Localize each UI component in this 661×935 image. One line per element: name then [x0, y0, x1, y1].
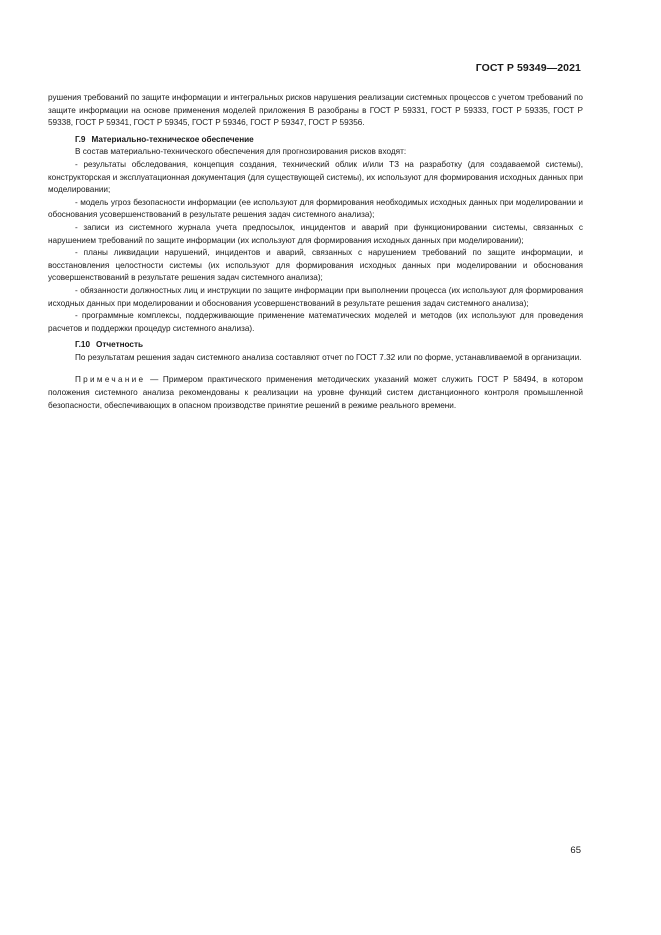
section-g9-item: - модель угроз безопасности информации (ее используют для формирования необходимых исходных данных при моделировании и обоснования усовершенствований в результате решения задач системного анализа); — [48, 197, 583, 220]
note-label: Примечание — [75, 375, 146, 385]
section-g9-item: - программные комплексы, поддерживающие применение математических моделей и методов (их используют для проведения расчетов и поддержки процедур системного анализа). — [48, 311, 583, 333]
section-g10-paragraph: По результатам решения задач системного анализа составляют отчет по ГОСТ 7.32 или по форме, устанавливаемой в организации. — [75, 352, 582, 362]
section-g10-heading — [48, 339, 583, 352]
section-g9-item: - результаты обследования, концепция создания, технический облик и/или ТЗ на разработку (для создаваемой системы), конструкторская и эксплуатационная документация (для существующей системы), их используют для формирования исходных данных при моделировании; — [48, 159, 583, 195]
section-g9-item: - записи из системного журнала учета предпосылок, инцидентов и аварий при функционировании системы, связанных с нарушением требований по защите информации (их используют для формирования исходных данных при моделировании); — [48, 222, 583, 245]
section-g10-number: Г.10 — [75, 340, 90, 350]
note-text: — Примером практического применения методических указаний может служить ГОСТ Р 58494, в котором положения системного анализа рекомендованы к реализации на уровне функций систем дистанционного контроля промышленной безопасности, обеспечивающих в опасном производстве принятие решений в режиме реального времени. — [48, 375, 583, 410]
section-g9-title: Материально-техническое обеспечение — [91, 134, 254, 144]
page-number: 65 — [570, 845, 581, 856]
document-body — [48, 92, 583, 412]
section-g10-title: Отчетность — [96, 340, 144, 350]
section-g9-heading — [48, 134, 583, 147]
document-header: ГОСТ Р 59349—2021 — [475, 62, 581, 74]
section-g9-item: - планы ликвидации нарушений, инцидентов и аварий, связанных с нарушением требований по защите информации, и восстановления целостности системы (их используют для формирования исходных данных при моделировании и обоснования усовершенствований в результате решения задач системного анализа); — [48, 248, 583, 283]
section-g9-number: Г.9 — [75, 134, 86, 144]
intro-paragraph: рушения требований по защите информации и интегральных рисков нарушения реализации системных процессов с учетом требований по защите информации на основе применения моделей приложения В разобраны в ГОСТ Р 59331, ГОСТ Р 59333, ГОСТ Р 59335, ГОСТ Р 59338, ГОСТ Р 59341, ГОСТ Р 59345, ГОСТ Р 59346, ГОСТ Р 59347, ГОСТ Р 59356. — [48, 93, 583, 128]
note-paragraph — [48, 374, 583, 412]
section-g9-lead: В состав материально-технического обеспечения для прогнозирования рисков входят: — [75, 147, 407, 157]
section-g9-item: - обязанности должностных лиц и инструкции по защите информации при выполнении процесса (их используют для формирования исходных данных при моделировании и обоснования усовершенствований в результате решения задач системного анализа); — [48, 285, 583, 308]
